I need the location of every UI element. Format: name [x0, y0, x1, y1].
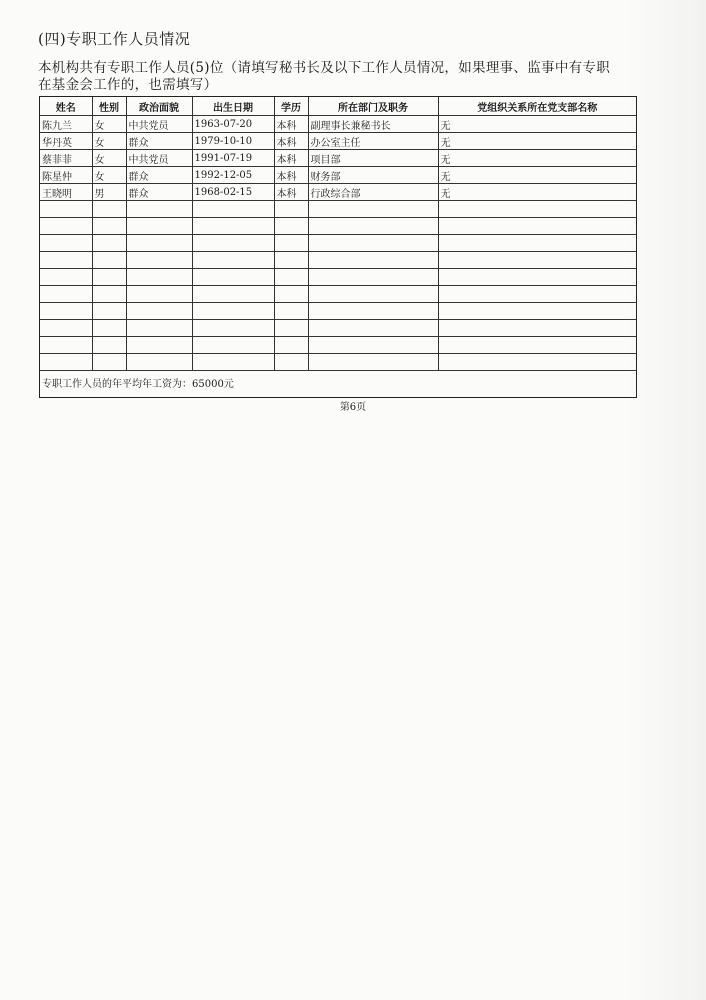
table-cell: [274, 218, 308, 235]
table-cell: [192, 269, 274, 286]
column-header: 性别: [92, 97, 126, 116]
table-cell: [126, 218, 192, 235]
table-cell: [274, 286, 308, 303]
staff-table-frame: [39, 96, 637, 398]
table-row: [40, 303, 636, 320]
intro-line-2: 在基金会工作的，也需填写）: [38, 77, 218, 93]
table-cell: [438, 218, 636, 235]
table-cell: [274, 320, 308, 337]
table-cell: [274, 303, 308, 320]
table-cell: [92, 201, 126, 218]
staff-table: [40, 97, 636, 393]
table-cell: 1979-10-10: [192, 133, 274, 150]
table-cell: [192, 201, 274, 218]
table-cell: [40, 320, 92, 337]
table-cell: [308, 286, 438, 303]
table-cell: [308, 303, 438, 320]
table-cell: 无: [438, 167, 636, 184]
table-cell: [438, 269, 636, 286]
table-cell: [92, 337, 126, 354]
table-cell: [192, 320, 274, 337]
table-cell: 陈九兰: [40, 116, 92, 133]
table-cell: 陈星仲: [40, 167, 92, 184]
table-cell: 本科: [274, 116, 308, 133]
table-cell: 华丹英: [40, 133, 92, 150]
table-cell: [126, 303, 192, 320]
table-cell: [92, 303, 126, 320]
table-cell: [308, 354, 438, 371]
table-cell: 项目部: [308, 150, 438, 167]
table-cell: [40, 354, 92, 371]
table-cell: [40, 286, 92, 303]
table-cell: [274, 252, 308, 269]
table-cell: [438, 201, 636, 218]
table-cell: 群众: [126, 167, 192, 184]
table-cell: [438, 252, 636, 269]
section-title: (四)专职工作人员情况: [38, 30, 191, 48]
table-row: [40, 150, 636, 167]
table-cell: 1963-07-20: [192, 116, 274, 133]
table-cell: [126, 337, 192, 354]
intro-line-1: 本机构共有专职工作人员(5)位（请填写秘书长及以下工作人员情况，如果理事、监事中有专职: [38, 60, 611, 76]
table-cell: [40, 235, 92, 252]
table-cell: 行政综合部: [308, 184, 438, 201]
table-row: [40, 320, 636, 337]
table-cell: [308, 337, 438, 354]
table-header-row: [40, 97, 636, 116]
table-cell: 中共党员: [126, 150, 192, 167]
table-row: [40, 116, 636, 133]
table-cell: 办公室主任: [308, 133, 438, 150]
table-cell: 女: [92, 133, 126, 150]
table-cell: 副理事长兼秘书长: [308, 116, 438, 133]
table-cell: [438, 303, 636, 320]
table-cell: [192, 235, 274, 252]
table-row: [40, 235, 636, 252]
table-cell: [126, 201, 192, 218]
table-row: [40, 167, 636, 184]
table-cell: [192, 218, 274, 235]
table-cell: 群众: [126, 184, 192, 201]
table-cell: [192, 286, 274, 303]
table-cell: [438, 354, 636, 371]
table-cell: [192, 337, 274, 354]
table-cell: [274, 201, 308, 218]
column-header: 学历: [274, 97, 308, 116]
table-cell: 女: [92, 167, 126, 184]
table-cell: [40, 252, 92, 269]
table-row: [40, 133, 636, 150]
table-footer-row: [40, 371, 636, 394]
table-cell: [92, 354, 126, 371]
table-cell: [126, 320, 192, 337]
table-cell: [92, 252, 126, 269]
table-cell: [192, 354, 274, 371]
table-cell: [192, 252, 274, 269]
table-row: [40, 252, 636, 269]
table-cell: 蔡菲菲: [40, 150, 92, 167]
table-cell: [308, 201, 438, 218]
table-row: [40, 286, 636, 303]
table-cell: [274, 235, 308, 252]
column-header: 政治面貌: [126, 97, 192, 116]
table-cell: [92, 218, 126, 235]
table-cell: [308, 218, 438, 235]
table-cell: 男: [92, 184, 126, 201]
table-cell: 财务部: [308, 167, 438, 184]
table-cell: [92, 320, 126, 337]
table-cell: [92, 269, 126, 286]
intro-text: [38, 60, 658, 94]
table-cell: 中共党员: [126, 116, 192, 133]
table-cell: [40, 218, 92, 235]
table-cell: 群众: [126, 133, 192, 150]
table-cell: [40, 337, 92, 354]
table-cell: [92, 286, 126, 303]
table-cell: 无: [438, 150, 636, 167]
table-body: [40, 116, 636, 371]
table-cell: 王晓明: [40, 184, 92, 201]
table-cell: [126, 354, 192, 371]
table-cell: [40, 303, 92, 320]
table-cell: 本科: [274, 150, 308, 167]
table-cell: 女: [92, 150, 126, 167]
table-cell: [274, 337, 308, 354]
column-header: 所在部门及职务: [308, 97, 438, 116]
table-cell: [40, 201, 92, 218]
average-salary-note: 专职工作人员的年平均年工资为：65000元: [40, 371, 636, 394]
table-cell: [308, 252, 438, 269]
table-cell: [308, 269, 438, 286]
table-cell: 1968-02-15: [192, 184, 274, 201]
table-row: [40, 201, 636, 218]
table-row: [40, 269, 636, 286]
column-header: 出生日期: [192, 97, 274, 116]
scan-shading: [626, 0, 706, 1000]
table-row: [40, 184, 636, 201]
table-cell: [274, 354, 308, 371]
table-cell: [438, 337, 636, 354]
table-cell: 1991-07-19: [192, 150, 274, 167]
table-cell: [92, 235, 126, 252]
table-cell: 女: [92, 116, 126, 133]
table-cell: 本科: [274, 133, 308, 150]
table-cell: [438, 320, 636, 337]
table-cell: [126, 269, 192, 286]
table-cell: [126, 286, 192, 303]
table-cell: [126, 252, 192, 269]
table-cell: 本科: [274, 167, 308, 184]
table-row: [40, 337, 636, 354]
column-header: 党组织关系所在党支部名称: [438, 97, 636, 116]
table-cell: [438, 235, 636, 252]
table-cell: [274, 269, 308, 286]
table-row: [40, 354, 636, 371]
table-cell: 1992-12-05: [192, 167, 274, 184]
table-cell: 无: [438, 116, 636, 133]
page-number: 第6页: [339, 402, 367, 413]
column-header: 姓名: [40, 97, 92, 116]
table-cell: 本科: [274, 184, 308, 201]
table-cell: [192, 303, 274, 320]
table-cell: [308, 320, 438, 337]
table-cell: [126, 235, 192, 252]
table-cell: 无: [438, 133, 636, 150]
table-row: [40, 218, 636, 235]
table-cell: 无: [438, 184, 636, 201]
table-cell: [308, 235, 438, 252]
table-cell: [40, 269, 92, 286]
table-cell: [438, 286, 636, 303]
